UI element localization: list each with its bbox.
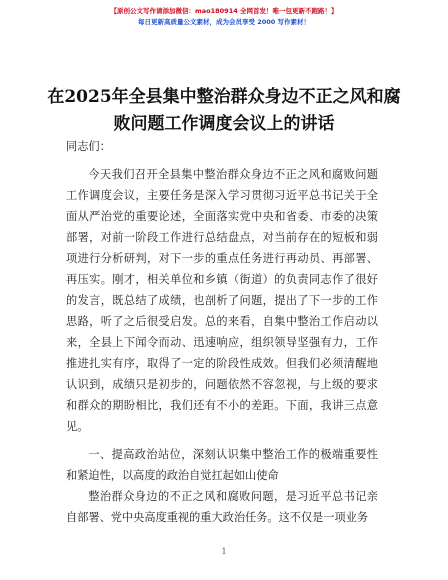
salutation: 同志们： [66, 140, 111, 153]
promo-banner [0, 6, 448, 28]
page-number: 1 [221, 547, 227, 556]
paragraph-intro: 今天我们召开全县集中整治群众身边不正之风和腐败问题工作调度会议，主要任务是深入学习贯彻习近平总书记关于全面从严治党的重要论述，全面落实党中央和省委、市委的决策部署，对前一阶段工作进行总结盘点，对当前存在的短板和弱项进行分析研判，对下一步的重点任务进行再动员、再部署、再压实。刚才，相关单位和乡镇（街道）的负责同志作了很好的发言，既总结了成绩，也剖析了问题，提出了下一步的工作思路，听了之后很受启发。总的来看，自集中整治工作启动以来，全县上下闻令而动、迅速响应，组织领导坚强有力，工作推进扎实有序，取得了一定的阶段性成效。但我们必须清醒地认识到，成绩只是初步的，问题依然不容忽视，与上级的要求和群众的期盼相比，我们还有不小的差距。下面，我讲三点意见。 [66, 168, 378, 433]
document-body [66, 136, 378, 528]
paragraph-section-1: 整治群众身边的不正之风和腐败问题，是习近平总书记亲自部署、党中央高度重视的重大政治任务。这不仅是一项业务 [66, 490, 378, 524]
promo-line-wechat: 【原创公文写作请添加微信：mao180914 全网首发！唯一包更新不跑路！】 [110, 7, 338, 15]
section-heading-1: 一、提高政治站位，深刻认识集中整治工作的极端重要性和紧迫性，以高度的政治自觉扛起如山使命 [66, 448, 378, 482]
promo-line-membership: 每日更新高质量公文素材，成为会员享受 2000 写作素材！ [137, 18, 311, 26]
document-title: 在2025年全县集中整治群众身边不正之风和腐败问题工作调度会议上的讲话 [47, 87, 401, 134]
